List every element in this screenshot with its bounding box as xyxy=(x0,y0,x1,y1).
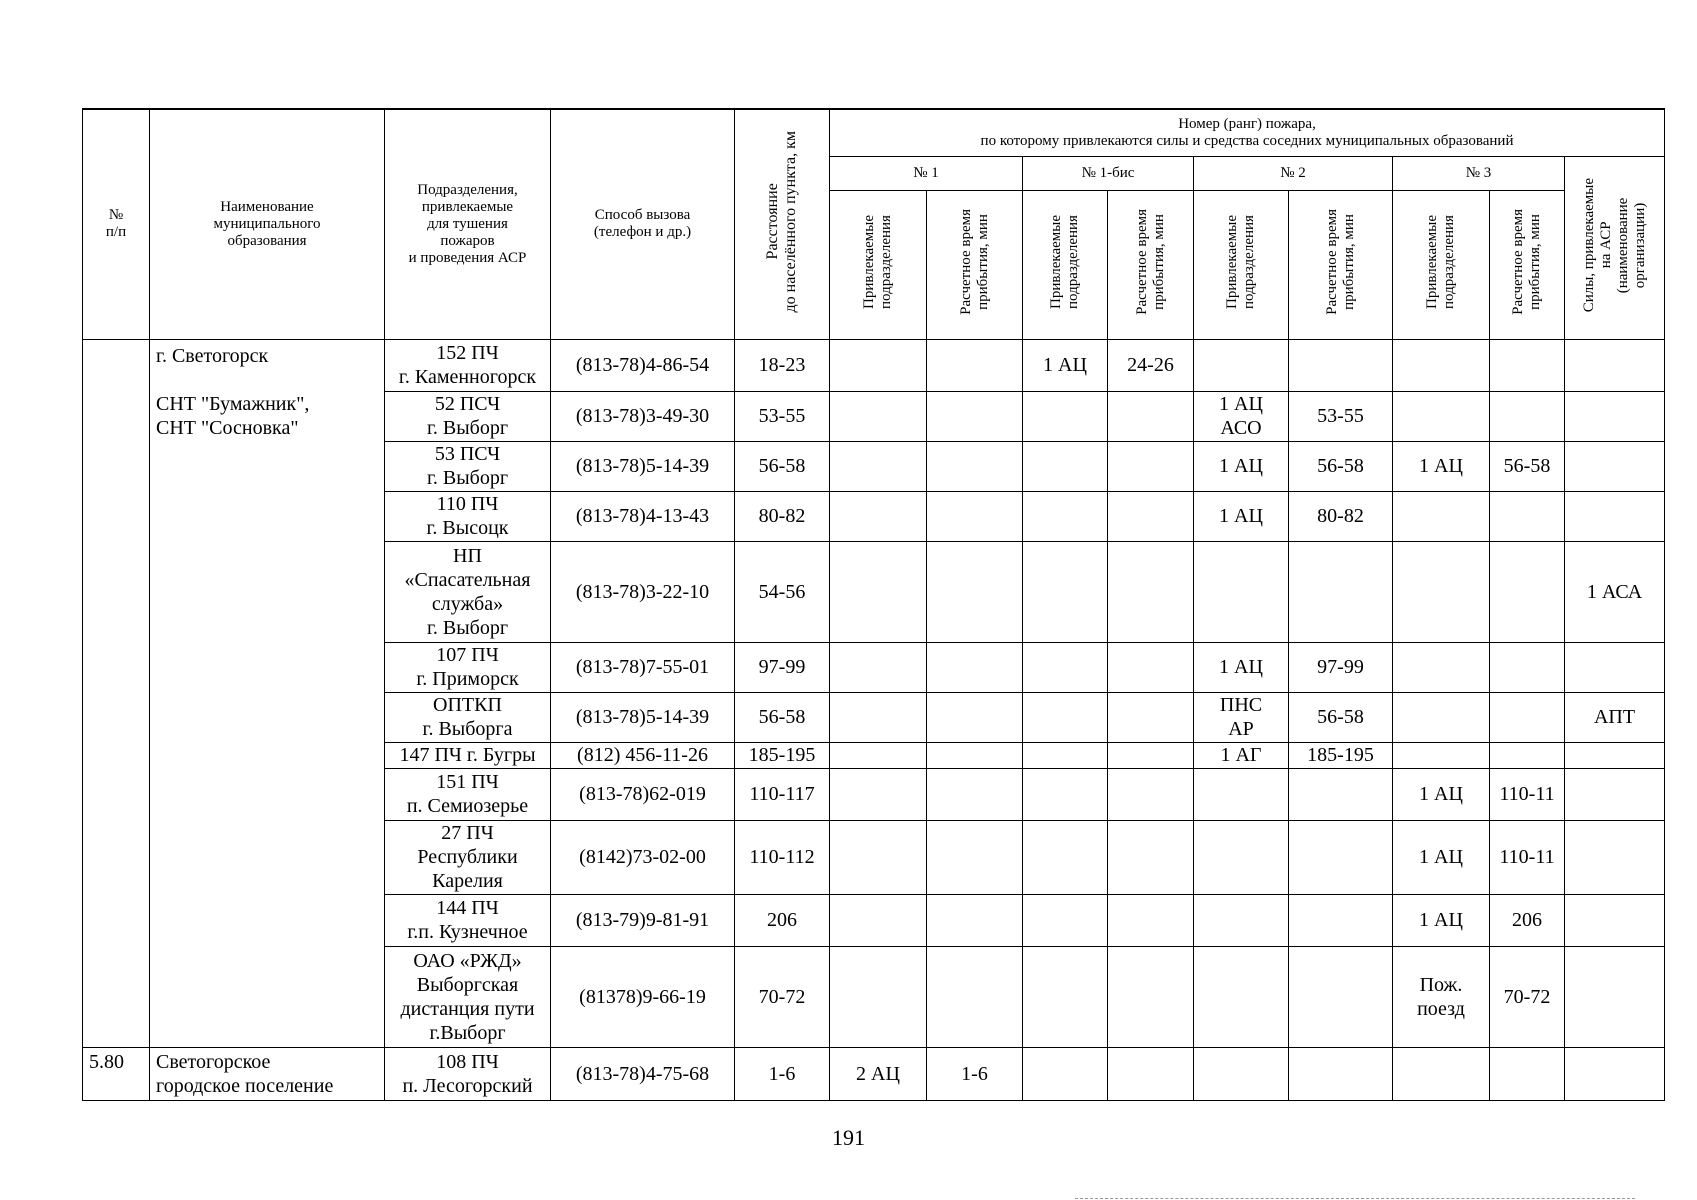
unit-cell: ОПТКП г. Выборга xyxy=(385,692,551,742)
phone-cell: (81378)9-66-19 xyxy=(551,946,735,1047)
header-r3-time-text: Расчетное время прибытия, мин xyxy=(1510,209,1543,315)
unit-cell: 52 ПСЧ г. Выборг xyxy=(385,391,551,441)
r2t-cell: 56-58 xyxy=(1289,692,1393,742)
distance-cell: 70-72 xyxy=(735,946,830,1047)
r1u-cell xyxy=(830,768,927,820)
header-num: № п/п xyxy=(83,109,150,339)
unit-cell: 53 ПСЧ г. Выборг xyxy=(385,441,551,491)
r3u-cell: 1 АЦ xyxy=(1393,820,1490,894)
r3t-cell xyxy=(1490,1047,1565,1100)
asr-cell: АПТ xyxy=(1565,692,1665,742)
r1bt-cell xyxy=(1108,742,1194,768)
r2t-cell: 185-195 xyxy=(1289,742,1393,768)
row-num-cell xyxy=(83,339,150,1047)
r1u-cell xyxy=(830,441,927,491)
r1bt-cell xyxy=(1108,391,1194,441)
header-r3-time xyxy=(1490,190,1565,339)
r2t-cell: 56-58 xyxy=(1289,441,1393,491)
r3u-cell xyxy=(1393,541,1490,642)
municipality-cell: г. Светогорск СНТ "Бумажник", СНТ "Сосновка" xyxy=(150,339,385,1047)
r1t-cell: 1-6 xyxy=(927,1047,1023,1100)
r2u-cell xyxy=(1194,768,1289,820)
r1t-cell xyxy=(927,541,1023,642)
header-r1-units xyxy=(830,190,927,339)
header-r3-units xyxy=(1393,190,1490,339)
r2t-cell: 97-99 xyxy=(1289,642,1393,692)
distance-cell: 56-58 xyxy=(735,692,830,742)
r1u-cell xyxy=(830,541,927,642)
header-r1-time-text: Расчетное время прибытия, мин xyxy=(957,209,991,315)
phone-cell: (813-78)4-13-43 xyxy=(551,491,735,541)
r3u-cell xyxy=(1393,692,1490,742)
r3u-cell xyxy=(1393,642,1490,692)
unit-cell: 110 ПЧ г. Высоцк xyxy=(385,491,551,541)
r1t-cell xyxy=(927,692,1023,742)
r2u-cell xyxy=(1194,894,1289,946)
r2u-cell xyxy=(1194,946,1289,1047)
phone-cell: (813-78)7-55-01 xyxy=(551,642,735,692)
r1bt-cell: 24-26 xyxy=(1108,339,1194,391)
unit-cell: 152 ПЧ г. Каменногорск xyxy=(385,339,551,391)
r1t-cell xyxy=(927,339,1023,391)
r1bu-cell xyxy=(1023,894,1108,946)
r1u-cell xyxy=(830,391,927,441)
distance-cell: 1-6 xyxy=(735,1047,830,1100)
r1bt-cell xyxy=(1108,541,1194,642)
header-units: Подразделения, привлекаемые для тушения пожаров и проведения АСР xyxy=(385,109,551,339)
r2u-cell: 1 АГ xyxy=(1194,742,1289,768)
r1bt-cell xyxy=(1108,491,1194,541)
header-r2-units-text: Привлекаемые подразделения xyxy=(1224,215,1257,309)
unit-cell: 108 ПЧ п. Лесогорский xyxy=(385,1047,551,1100)
fire-forces-table xyxy=(82,108,1665,1101)
phone-cell: (813-78)5-14-39 xyxy=(551,692,735,742)
r1bu-cell xyxy=(1023,391,1108,441)
asr-cell xyxy=(1565,491,1665,541)
r3u-cell xyxy=(1393,1047,1490,1100)
asr-cell xyxy=(1565,946,1665,1047)
asr-cell xyxy=(1565,768,1665,820)
r3u-cell: 1 АЦ xyxy=(1393,894,1490,946)
r3t-cell xyxy=(1490,642,1565,692)
r2t-cell xyxy=(1289,820,1393,894)
r2u-cell: 1 АЦ xyxy=(1194,441,1289,491)
phone-cell: (813-78)5-14-39 xyxy=(551,441,735,491)
asr-cell xyxy=(1565,894,1665,946)
r1t-cell xyxy=(927,742,1023,768)
asr-cell: 1 АСА xyxy=(1565,541,1665,642)
r1bu-cell xyxy=(1023,946,1108,1047)
header-rank-1bis: № 1-бис xyxy=(1023,156,1194,190)
phone-cell: (813-78)3-49-30 xyxy=(551,391,735,441)
asr-cell xyxy=(1565,441,1665,491)
r1u-cell xyxy=(830,642,927,692)
r2u-cell: ПНС АР xyxy=(1194,692,1289,742)
distance-cell: 110-117 xyxy=(735,768,830,820)
r1t-cell xyxy=(927,491,1023,541)
r1u-cell: 2 АЦ xyxy=(830,1047,927,1100)
header-r2-time-text: Расчетное время прибытия, мин xyxy=(1323,209,1357,315)
page-number: 191 xyxy=(832,1125,865,1150)
phone-cell: (813-78)4-75-68 xyxy=(551,1047,735,1100)
r2u-cell: 1 АЦ xyxy=(1194,491,1289,541)
header-rank-3: № 3 xyxy=(1393,156,1565,190)
r2t-cell xyxy=(1289,1047,1393,1100)
header-municipality: Наименование муниципального образования xyxy=(150,109,385,339)
municipality-cell: Светогорское городское поселение xyxy=(150,1047,385,1100)
r2u-cell xyxy=(1194,1047,1289,1100)
r1bt-cell xyxy=(1108,946,1194,1047)
r1bt-cell xyxy=(1108,1047,1194,1100)
r2t-cell: 80-82 xyxy=(1289,491,1393,541)
header-r1b-units xyxy=(1023,190,1108,339)
distance-cell: 185-195 xyxy=(735,742,830,768)
asr-cell xyxy=(1565,742,1665,768)
phone-cell: (813-78)3-22-10 xyxy=(551,541,735,642)
asr-cell xyxy=(1565,820,1665,894)
distance-cell: 206 xyxy=(735,894,830,946)
header-asr-forces-text: Силы, привлекаемые на АСР (наименование организации) xyxy=(1580,177,1648,313)
r1t-cell xyxy=(927,441,1023,491)
r3u-cell: Пож. поезд xyxy=(1393,946,1490,1047)
r1t-cell xyxy=(927,642,1023,692)
r3t-cell: 110-11 xyxy=(1490,820,1565,894)
r1t-cell xyxy=(927,946,1023,1047)
r3u-cell: 1 АЦ xyxy=(1393,768,1490,820)
asr-cell xyxy=(1565,339,1665,391)
header-r1b-time-text: Расчетное время прибытия, мин xyxy=(1133,209,1167,315)
asr-cell xyxy=(1565,1047,1665,1100)
r1u-cell xyxy=(830,894,927,946)
r1bu-cell xyxy=(1023,491,1108,541)
r1bt-cell xyxy=(1108,441,1194,491)
phone-cell: (813-78)62-019 xyxy=(551,768,735,820)
distance-cell: 18-23 xyxy=(735,339,830,391)
r2u-cell: 1 АЦ xyxy=(1194,642,1289,692)
r2t-cell xyxy=(1289,894,1393,946)
r3t-cell: 206 xyxy=(1490,894,1565,946)
header-r1b-time xyxy=(1108,190,1194,339)
r3t-cell xyxy=(1490,339,1565,391)
r1bu-cell xyxy=(1023,820,1108,894)
header-distance xyxy=(735,109,830,339)
r3t-cell xyxy=(1490,742,1565,768)
row-num-cell: 5.80 xyxy=(83,1047,150,1100)
distance-cell: 53-55 xyxy=(735,391,830,441)
table-body xyxy=(83,339,1665,1100)
header-call-method: Способ вызова (телефон и др.) xyxy=(551,109,735,339)
unit-cell: 147 ПЧ г. Бугры xyxy=(385,742,551,768)
r1bu-cell xyxy=(1023,441,1108,491)
r2t-cell: 53-55 xyxy=(1289,391,1393,441)
header-r1-time xyxy=(927,190,1023,339)
r2u-cell: 1 АЦ АСО xyxy=(1194,391,1289,441)
unit-cell: ОАО «РЖД» Выборгская дистанция пути г.Выборг xyxy=(385,946,551,1047)
r1bt-cell xyxy=(1108,820,1194,894)
r3u-cell xyxy=(1393,491,1490,541)
r2t-cell xyxy=(1289,339,1393,391)
header-r1-units-text: Привлекаемые подразделения xyxy=(861,215,894,309)
r2u-cell xyxy=(1194,820,1289,894)
r3t-cell xyxy=(1490,391,1565,441)
phone-cell: (8142)73-02-00 xyxy=(551,820,735,894)
phone-cell: (813-78)4-86-54 xyxy=(551,339,735,391)
header-rank-1: № 1 xyxy=(830,156,1023,190)
header-r1b-units-text: Привлекаемые подразделения xyxy=(1048,215,1081,309)
r3t-cell xyxy=(1490,692,1565,742)
r2u-cell xyxy=(1194,339,1289,391)
r2t-cell xyxy=(1289,768,1393,820)
r1u-cell xyxy=(830,339,927,391)
r1t-cell xyxy=(927,768,1023,820)
r1bt-cell xyxy=(1108,768,1194,820)
r3u-cell: 1 АЦ xyxy=(1393,441,1490,491)
phone-cell: (813-79)9-81-91 xyxy=(551,894,735,946)
r1bu-cell xyxy=(1023,768,1108,820)
distance-cell: 97-99 xyxy=(735,642,830,692)
r2t-cell xyxy=(1289,541,1393,642)
r1bu-cell: 1 АЦ xyxy=(1023,339,1108,391)
header-distance-text: Расстояние до населённого пункта, км xyxy=(764,131,799,313)
r1t-cell xyxy=(927,820,1023,894)
header-r3-units-text: Привлекаемые подразделения xyxy=(1424,215,1457,309)
unit-cell: 144 ПЧ г.п. Кузнечное xyxy=(385,894,551,946)
r3t-cell xyxy=(1490,491,1565,541)
unit-cell: 27 ПЧ Республики Карелия xyxy=(385,820,551,894)
unit-cell: 151 ПЧ п. Семиозерье xyxy=(385,768,551,820)
header-rank-2: № 2 xyxy=(1194,156,1393,190)
r1u-cell xyxy=(830,692,927,742)
r1bt-cell xyxy=(1108,642,1194,692)
distance-cell: 56-58 xyxy=(735,441,830,491)
r1bt-cell xyxy=(1108,692,1194,742)
r1u-cell xyxy=(830,946,927,1047)
asr-cell xyxy=(1565,391,1665,441)
r2u-cell xyxy=(1194,541,1289,642)
phone-cell: (812) 456-11-26 xyxy=(551,742,735,768)
distance-cell: 80-82 xyxy=(735,491,830,541)
distance-cell: 54-56 xyxy=(735,541,830,642)
unit-cell: НП «Спасательная служба» г. Выборг xyxy=(385,541,551,642)
table-row xyxy=(83,1047,1665,1100)
header-fire-rank: Номер (ранг) пожара, по которому привлекаются силы и средства соседних муниципальных образований xyxy=(830,109,1665,156)
header-asr-forces xyxy=(1565,156,1665,339)
unit-cell: 107 ПЧ г. Приморск xyxy=(385,642,551,692)
header-r2-time xyxy=(1289,190,1393,339)
r3t-cell: 110-11 xyxy=(1490,768,1565,820)
r3u-cell xyxy=(1393,391,1490,441)
table-row xyxy=(83,339,1665,391)
r1bu-cell xyxy=(1023,1047,1108,1100)
r1bu-cell xyxy=(1023,692,1108,742)
header-r2-units xyxy=(1194,190,1289,339)
r1bu-cell xyxy=(1023,642,1108,692)
asr-cell xyxy=(1565,642,1665,692)
r1bt-cell xyxy=(1108,894,1194,946)
r1bu-cell xyxy=(1023,742,1108,768)
r3t-cell: 70-72 xyxy=(1490,946,1565,1047)
r3t-cell: 56-58 xyxy=(1490,441,1565,491)
r2t-cell xyxy=(1289,946,1393,1047)
r1u-cell xyxy=(830,742,927,768)
r3t-cell xyxy=(1490,541,1565,642)
distance-cell: 110-112 xyxy=(735,820,830,894)
r3u-cell xyxy=(1393,742,1490,768)
r1bu-cell xyxy=(1023,541,1108,642)
r1t-cell xyxy=(927,894,1023,946)
r1u-cell xyxy=(830,820,927,894)
r1u-cell xyxy=(830,491,927,541)
r1t-cell xyxy=(927,391,1023,441)
r3u-cell xyxy=(1393,339,1490,391)
